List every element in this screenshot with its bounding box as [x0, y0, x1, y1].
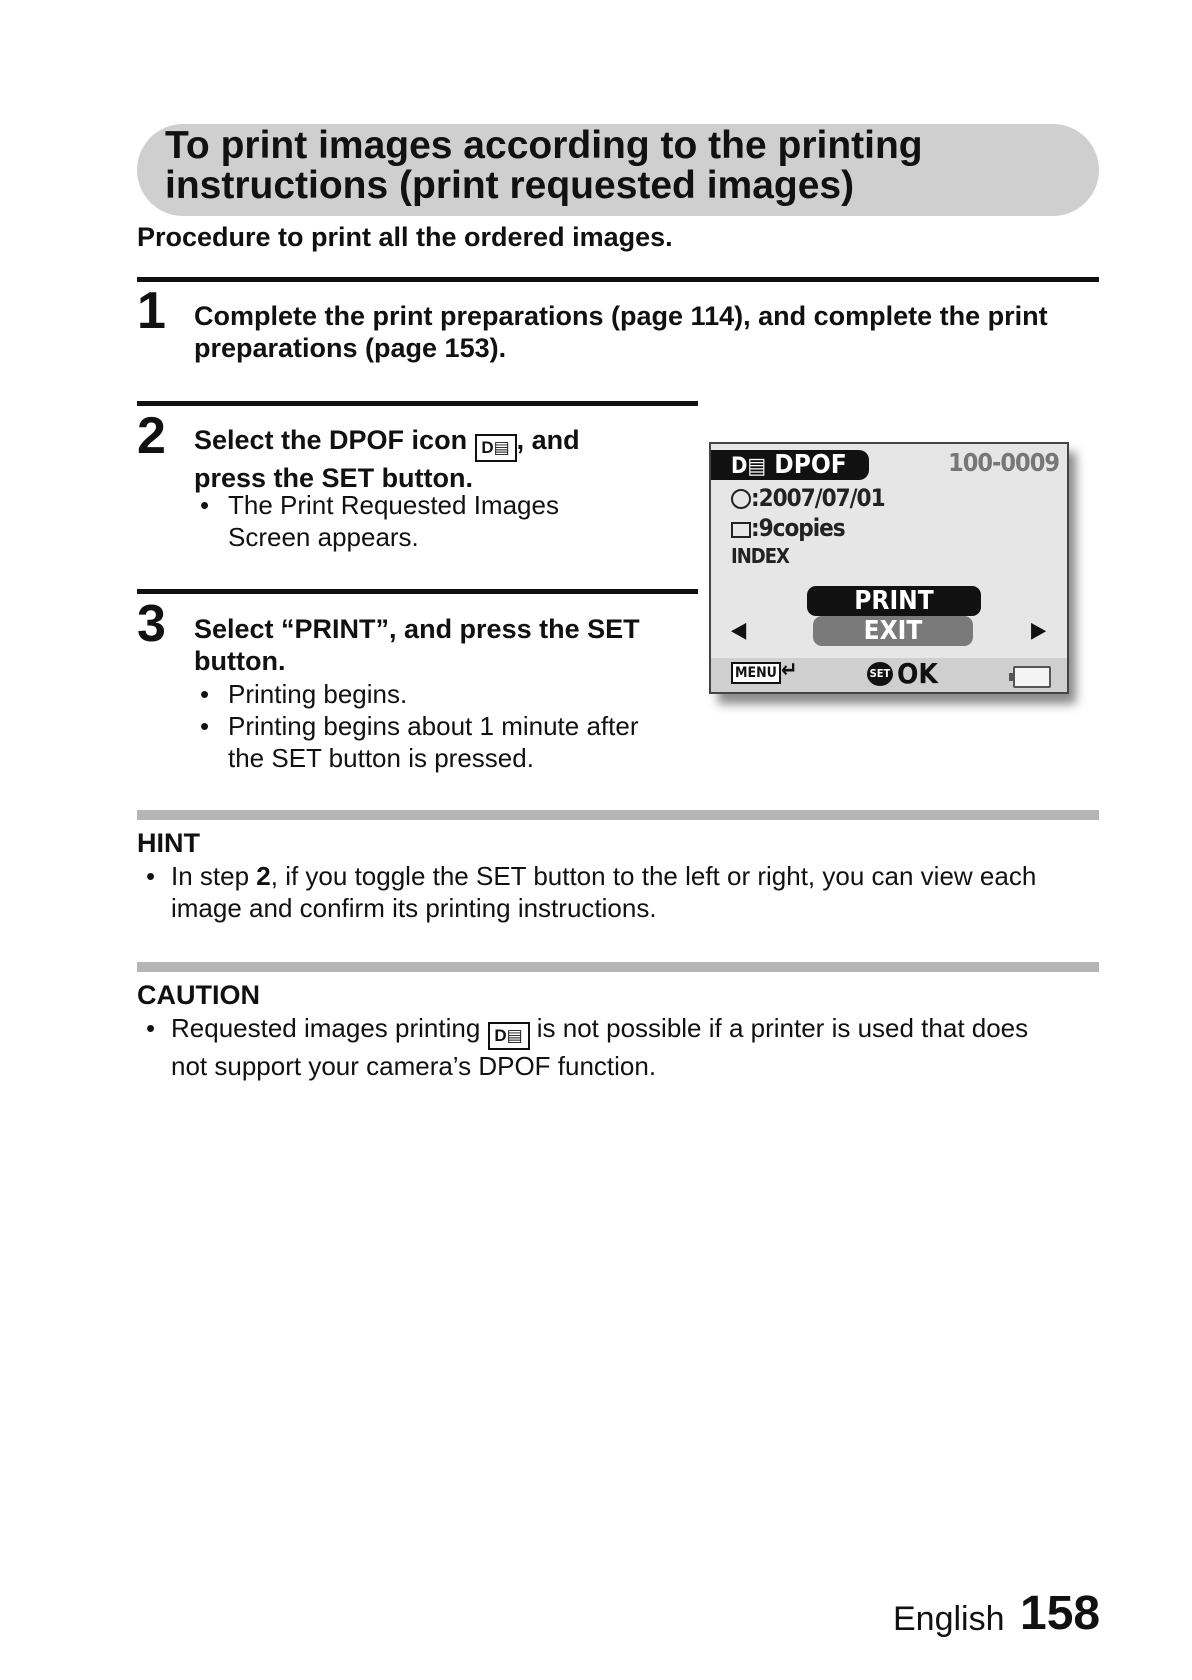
- step-2-bullets: [194, 489, 694, 553]
- list-item: • Printing begins.: [200, 679, 408, 709]
- file-counter: 100-0009: [948, 448, 1059, 477]
- step-2-divider: [137, 401, 698, 406]
- return-icon: ↵: [781, 658, 798, 683]
- caution-divider: [137, 962, 1099, 972]
- dpof-tab-icon: D▤: [731, 454, 767, 479]
- battery-icon: [1013, 666, 1051, 688]
- dpof-tab-label: DPOF: [774, 450, 847, 480]
- bullet-icon: •: [146, 861, 156, 891]
- list-item: the SET button is pressed.: [228, 743, 534, 773]
- step-1-number: 1: [137, 282, 166, 340]
- dpof-icon: D▤: [488, 1022, 530, 1050]
- menu-icon: MENU: [731, 662, 781, 684]
- step-1-heading-line1: Complete the print preparations (page 114), and complete the print: [194, 301, 1048, 331]
- print-button[interactable]: PRINT: [807, 586, 981, 616]
- caution-body: • Requested images printing D▤ is not possible if a printer is used that does not support your camera’s DPOF function.: [146, 1013, 1029, 1081]
- step-2-heading-text1: Select the DPOF icon: [194, 425, 475, 455]
- bullet-icon: •: [200, 490, 210, 520]
- page-title-line2: instructions (print requested images): [165, 164, 855, 207]
- camera-status-bar: [711, 658, 1067, 692]
- set-icon: SET: [867, 662, 893, 686]
- step-3-number: 3: [137, 595, 166, 653]
- list-item: • Printing begins about 1 minute after: [200, 711, 639, 741]
- procedure-subtitle: Procedure to print all the ordered images.: [137, 222, 673, 252]
- step-2-number: 2: [137, 407, 166, 465]
- step-3-heading-line2: button.: [194, 646, 286, 676]
- hint-body: • In step 2, if you toggle the SET button to the left or right, you can view each image and confirm its printing instructions.: [146, 861, 1037, 923]
- footer-language: English: [893, 1600, 1005, 1638]
- bullet-icon: •: [200, 679, 210, 709]
- copies-row: [731, 514, 845, 542]
- list-item: Screen appears.: [228, 522, 419, 552]
- clock-icon: [731, 489, 751, 509]
- page-number: 158: [1020, 1587, 1101, 1640]
- dpof-tab: [711, 450, 869, 480]
- date-value: :2007/07/01: [751, 484, 885, 512]
- step-2-heading-line2: press the SET button.: [194, 463, 474, 493]
- page-title-line1: To print images according to the printing: [165, 124, 923, 167]
- hint-divider: [137, 810, 1099, 820]
- dpof-icon: D▤: [475, 434, 517, 462]
- printer-icon: [731, 522, 751, 538]
- list-item: • The Print Requested Images: [200, 490, 559, 520]
- date-row: [731, 484, 885, 512]
- step-1-divider: [137, 277, 1099, 282]
- hint-title: HINT: [137, 828, 200, 858]
- step-3-heading-line1: Select “PRINT”, and press the SET: [194, 614, 640, 644]
- right-arrow-icon[interactable]: ▶: [1031, 618, 1047, 643]
- caution-title: CAUTION: [137, 980, 260, 1010]
- page-title: [165, 126, 1065, 206]
- step-2-heading-text2: , and: [516, 425, 580, 455]
- bullet-icon: •: [146, 1013, 156, 1043]
- copies-value: :9copies: [751, 514, 845, 542]
- bullet-icon: •: [200, 711, 210, 741]
- camera-screen: [709, 442, 1069, 694]
- step-1-heading-line2: preparations (page 153).: [194, 333, 507, 363]
- step-1-heading: [194, 300, 1094, 364]
- index-label: INDEX: [731, 544, 789, 568]
- step-3-bullets: [194, 678, 694, 774]
- exit-button[interactable]: EXIT: [813, 616, 973, 646]
- step-3-heading: [194, 613, 694, 677]
- step-2-heading: [194, 424, 694, 494]
- step-3-divider: [137, 589, 698, 594]
- left-arrow-icon[interactable]: ◀: [731, 618, 747, 643]
- ok-label: OK: [897, 657, 938, 690]
